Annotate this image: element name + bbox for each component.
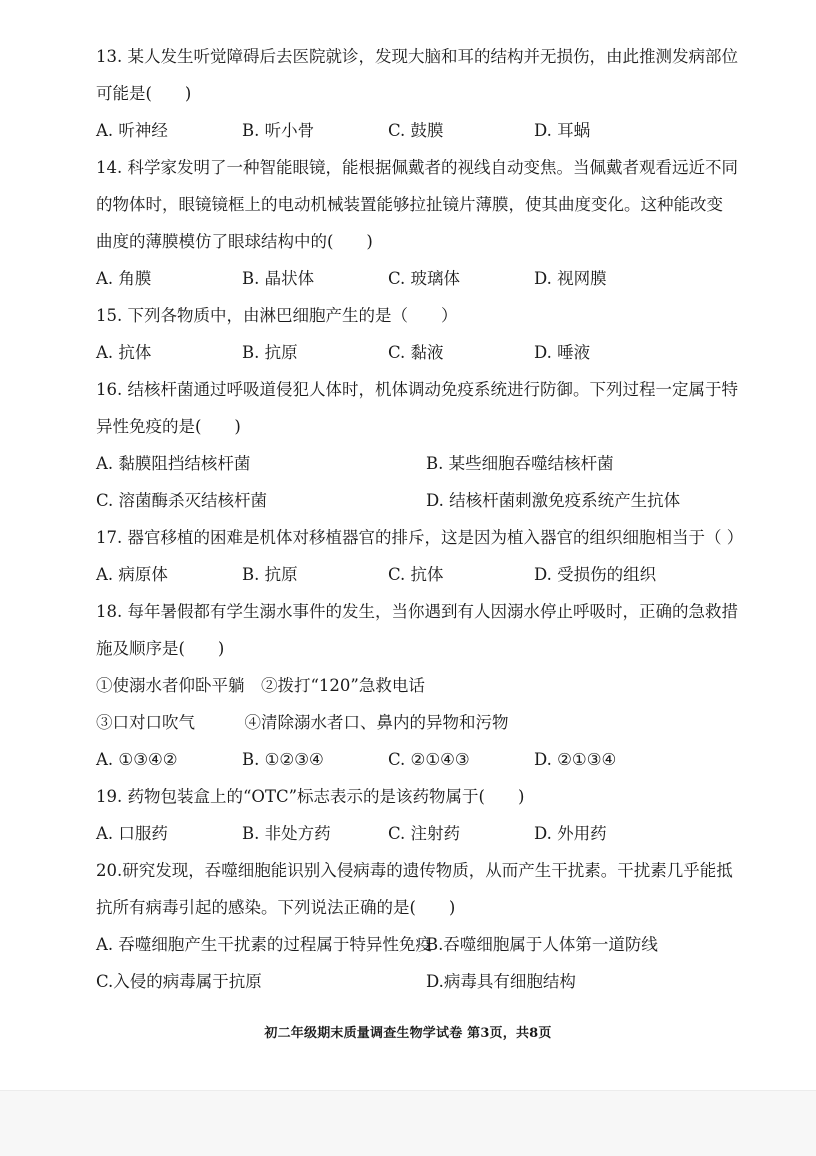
question-text-line: ①使溺水者仰卧平躺 ②拨打“120”急救电话 <box>96 676 425 695</box>
bottom-margin-band <box>0 1090 816 1156</box>
option-c: C. 玻璃体 <box>388 269 461 288</box>
option-a: A. 抗体 <box>96 343 152 362</box>
question-text-line: 可能是( ) <box>96 84 192 103</box>
question-17 <box>96 519 776 593</box>
option-b: B. 晶状体 <box>242 269 315 288</box>
question-13 <box>96 38 776 149</box>
option-d: D. 外用药 <box>534 824 607 843</box>
question-text-line: 15. 下列各物质中，由淋巴细胞产生的是（ ） <box>96 306 458 325</box>
question-14 <box>96 149 776 297</box>
option-d: D. 耳蜗 <box>534 121 591 140</box>
question-text-line: 抗所有病毒引起的感染。下列说法正确的是( ) <box>96 898 456 917</box>
options-row <box>96 445 776 482</box>
option-d: D. 受损伤的组织 <box>534 565 657 584</box>
options-row <box>96 926 776 963</box>
question-20 <box>96 852 776 1000</box>
option-d: D. ②①③④ <box>534 750 617 769</box>
option-b: B. 听小骨 <box>242 121 315 140</box>
option-a: A. 吞噬细胞产生干扰素的过程属于特异性免疫 <box>96 935 432 954</box>
options-row <box>96 112 776 149</box>
question-16 <box>96 371 776 519</box>
option-b: B. 抗原 <box>242 343 298 362</box>
option-d: D. 视网膜 <box>534 269 607 288</box>
question-text-line: 17. 器官移植的困难是机体对移植器官的排斥，这是因为植入器官的组织细胞相当于（ ） <box>96 528 744 547</box>
question-text-line: 曲度的薄膜模仿了眼球结构中的( ) <box>96 232 373 251</box>
option-a: A. 病原体 <box>96 565 168 584</box>
option-b: B. 抗原 <box>242 565 298 584</box>
options-row <box>96 815 776 852</box>
option-d: D. 唾液 <box>534 343 591 362</box>
option-c: C. 注射药 <box>388 824 461 843</box>
question-15 <box>96 297 776 371</box>
option-d: D. 结核杆菌刺激免疫系统产生抗体 <box>426 491 681 510</box>
options-row <box>96 741 776 778</box>
options-row <box>96 260 776 297</box>
question-text-line: 19. 药物包装盒上的“OTC”标志表示的是该药物属于( ) <box>96 787 525 806</box>
option-a: A. ①③④② <box>96 750 178 769</box>
question-text-line: ③口对口吹气 ④清除溺水者口、鼻内的异物和污物 <box>96 713 509 732</box>
question-text-line: 的物体时，眼镜镜框上的电动机械装置能够拉扯镜片薄膜，使其曲度变化。这种能改变 <box>96 195 723 214</box>
option-b: B. 某些细胞吞噬结核杆菌 <box>426 454 614 473</box>
option-a: A. 听神经 <box>96 121 168 140</box>
question-text-line: 14. 科学家发明了一种智能眼镜，能根据佩戴者的视线自动变焦。当佩戴者观看远近不同 <box>96 158 738 177</box>
option-c: C. ②①④③ <box>388 750 470 769</box>
options-row <box>96 334 776 371</box>
options-row <box>96 482 776 519</box>
question-text-line: 18. 每年暑假都有学生溺水事件的发生，当你遇到有人因溺水停止呼吸时，正确的急救措 <box>96 602 738 621</box>
question-text-line: 施及顺序是( ) <box>96 639 225 658</box>
option-a: A. 角膜 <box>96 269 152 288</box>
question-19 <box>96 778 776 852</box>
question-text-line: 16. 结核杆菌通过呼吸道侵犯人体时，机体调动免疫系统进行防御。下列过程一定属于特 <box>96 380 738 399</box>
option-a: A. 口服药 <box>96 824 168 843</box>
option-b: B. ①②③④ <box>242 750 324 769</box>
question-text-line: 异性免疫的是( ) <box>96 417 241 436</box>
option-b: B.吞噬细胞属于人体第一道防线 <box>426 935 658 954</box>
page-footer: 初二年级期末质量调查生物学试卷 第3页，共8页 <box>264 1026 552 1041</box>
option-c: C. 溶菌酶杀灭结核杆菌 <box>96 491 268 510</box>
question-text-line: 20.研究发现，吞噬细胞能识别入侵病毒的遗传物质，从而产生干扰素。干扰素几乎能抵 <box>96 861 733 880</box>
option-c: C. 黏液 <box>388 343 444 362</box>
question-text-line: 13. 某人发生听觉障碍后去医院就诊，发现大脑和耳的结构并无损伤，由此推测发病部位 <box>96 47 738 66</box>
options-row <box>96 556 776 593</box>
question-list <box>96 38 776 1000</box>
option-a: A. 黏膜阻挡结核杆菌 <box>96 454 251 473</box>
option-c: C.入侵的病毒属于抗原 <box>96 972 262 991</box>
question-18 <box>96 593 776 778</box>
options-row <box>96 963 776 1000</box>
option-c: C. 鼓膜 <box>388 121 444 140</box>
option-d: D.病毒具有细胞结构 <box>426 972 576 991</box>
option-b: B. 非处方药 <box>242 824 331 843</box>
option-c: C. 抗体 <box>388 565 444 584</box>
